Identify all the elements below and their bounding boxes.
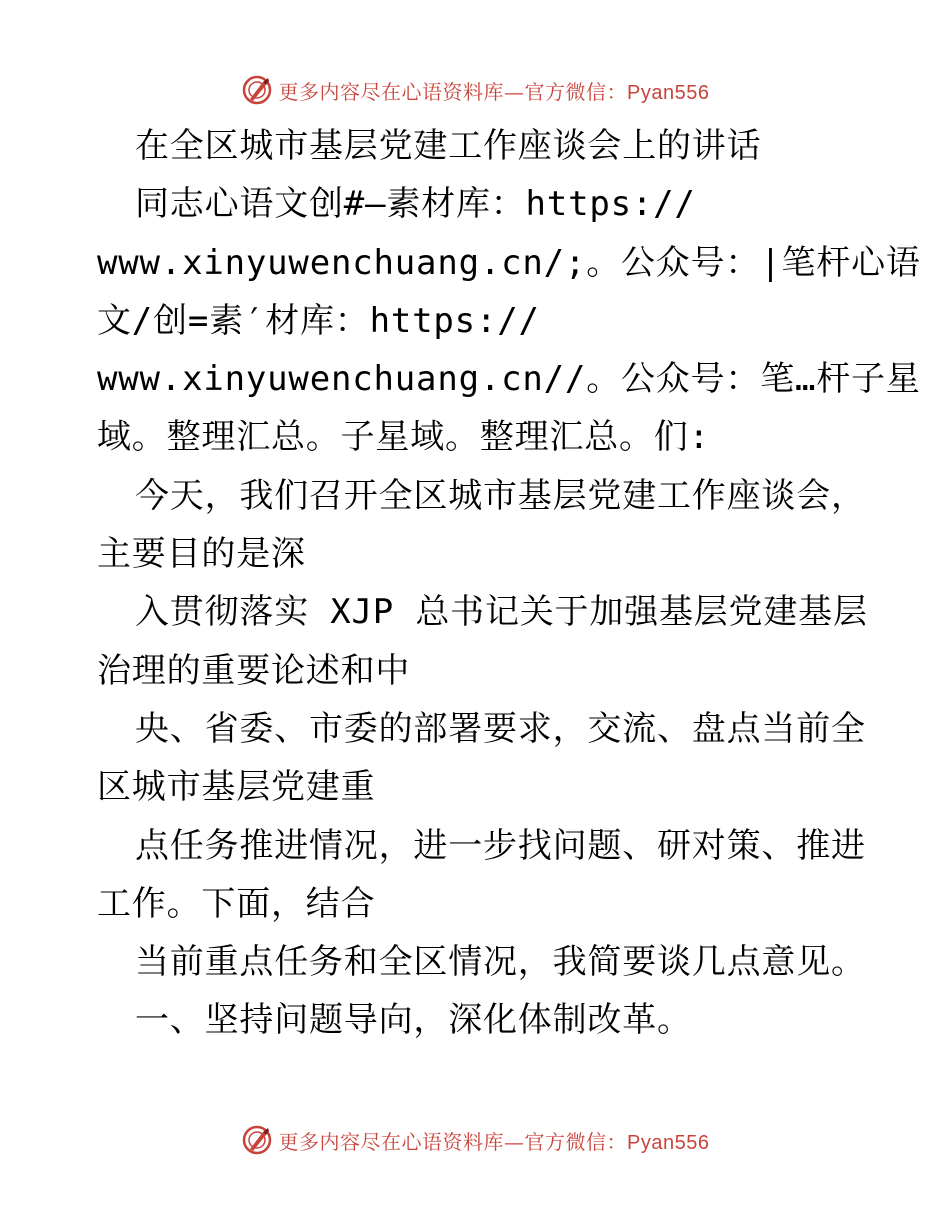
text-line: www.xinyuwenchuang.cn/;。公众号：|笔杆心语 (97, 242, 921, 283)
text-line: 入贯彻落实 XJP 总书记关于加强基层党建基层 (135, 592, 868, 633)
text-line: 同志心语文创#—素材库：https:// (135, 184, 696, 225)
quill-pen-seal-icon (241, 74, 273, 106)
text-line: 工作。下面，结合 (97, 883, 376, 924)
text-line: 点任务推进情况，进一步找问题、研对策、推进 (135, 825, 866, 866)
document-body (97, 117, 921, 1050)
watermark-text: 更多内容尽在心语资料库—官方微信：Pyan556 (278, 1129, 710, 1154)
text-line: 域。整理汇总。子星域。整理汇总。们: (97, 417, 710, 458)
text-line: 今天，我们召开全区城市基层党建工作座谈会， (135, 475, 866, 516)
text-line: 央、省委、市委的部署要求，交流、盘点当前全 (135, 708, 866, 749)
quill-pen-seal-icon (241, 1124, 273, 1156)
text-line: 一、坚持问题导向，深化体制改革。 (135, 1000, 692, 1041)
text-line: www.xinyuwenchuang.cn//。公众号：笔…杆子星 (97, 359, 921, 400)
text-line: 治理的重要论述和中 (97, 650, 411, 691)
text-line: 在全区城市基层党建工作座谈会上的讲话 (135, 126, 762, 166)
footer-watermark (0, 1120, 950, 1160)
text-line: 主要目的是深 (97, 534, 306, 575)
header-watermark (0, 70, 950, 110)
watermark-text: 更多内容尽在心语资料库—官方微信：Pyan556 (278, 79, 710, 104)
text-line: 文/创=素′材库：https:// (97, 300, 540, 341)
text-line: 当前重点任务和全区情况，我简要谈几点意见。 (135, 942, 866, 983)
text-line: 区城市基层党建重 (97, 767, 376, 808)
